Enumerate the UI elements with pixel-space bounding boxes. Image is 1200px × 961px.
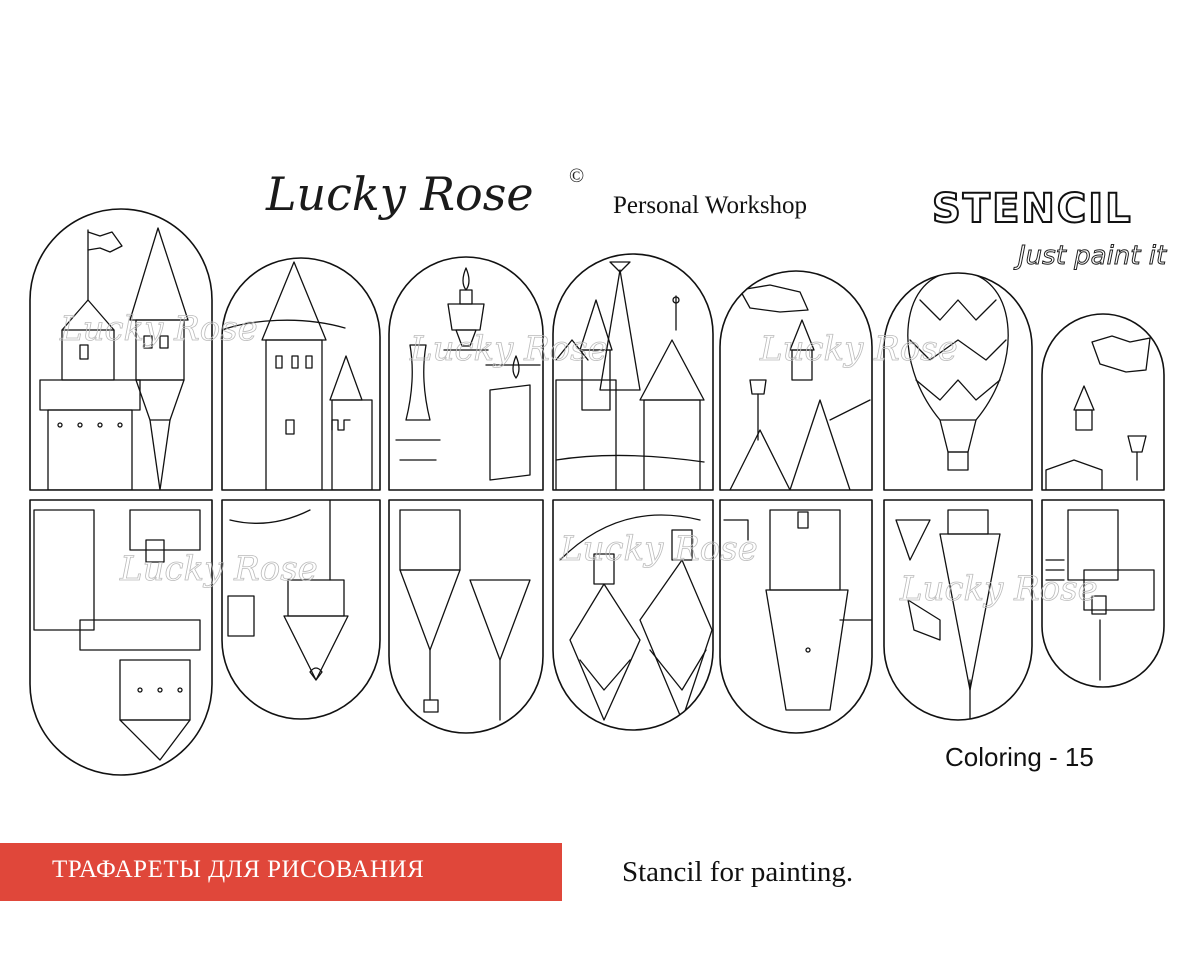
nail-top-2	[222, 258, 380, 490]
castle-reflection-drawing-1	[34, 510, 200, 760]
copyright-symbol: ©	[569, 165, 585, 187]
castle-roofs-drawing-4	[556, 262, 704, 490]
nail-top-1	[30, 209, 212, 490]
nail-bottom-1	[30, 500, 212, 775]
watermark-text: Lucky Rose	[760, 329, 958, 369]
watermark-group	[59, 309, 1098, 609]
nail-top-6	[884, 273, 1032, 490]
castle-flag-drawing-5	[730, 285, 870, 490]
castle-reflection-drawing-3	[400, 510, 530, 720]
watermark-text: Lucky Rose	[410, 329, 608, 369]
banner-en-text: Stancil for painting.	[622, 856, 854, 888]
balloon-drawing-6	[908, 272, 1008, 470]
watermark-text: Lucky Rose	[560, 529, 758, 569]
banner-ru-text: ТРАФАРЕТЫ ДЛЯ РИСОВАНИЯ	[52, 856, 425, 883]
nail-bottom-2	[222, 500, 380, 719]
balloon-reflection-drawing-6	[896, 510, 1000, 720]
candles-drawing-3	[396, 268, 540, 480]
castle-drawing-2	[222, 262, 372, 490]
stencil-tagline: Just paint it	[1018, 241, 1167, 271]
watermark-text: Lucky Rose	[120, 549, 318, 589]
castle-towers-drawing-1	[40, 228, 188, 490]
workshop-label: Personal Workshop	[613, 192, 808, 219]
castle-flag-drawing-7	[1046, 336, 1150, 490]
nail-top-7	[1042, 314, 1164, 490]
nail-bottom-3	[389, 500, 543, 733]
logo-text: Lucky Rose	[266, 167, 534, 221]
watermark-text: Lucky Rose	[60, 309, 258, 349]
castle-reflection-drawing-2	[228, 500, 348, 680]
stencil-title: STENCIL	[932, 186, 1133, 232]
product-code: Coloring - 15	[945, 742, 1094, 772]
watermark-text: Lucky Rose	[900, 569, 1098, 609]
nail-bottom-6	[884, 500, 1032, 720]
